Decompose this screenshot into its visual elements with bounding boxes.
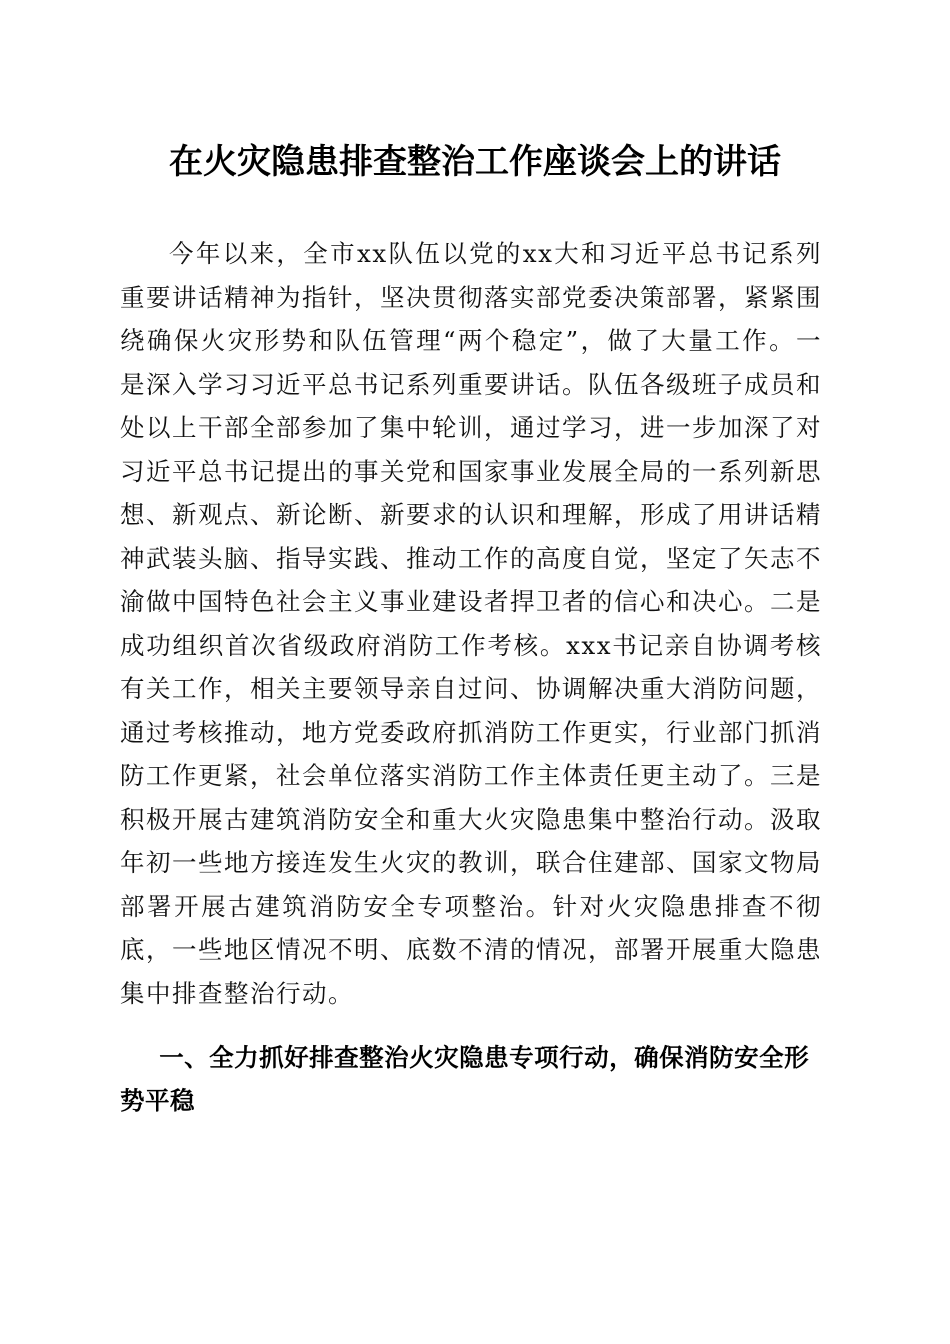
section-heading: 一、全力抓好排查整治火灾隐患专项行动，确保消防安全形势平稳 (120, 1043, 810, 1115)
body-paragraph: 今年以来，全市xx队伍以党的xx大和习近平总书记系列重要讲话精神为指针，坚决贯彻落实部党委决策部署，紧紧围绕确保火灾形势和队伍管理“两个稳定”，做了大量工作。一是深入学习习近平总书记系列重要讲话。队伍各级班子成员和处以上干部全部参加了集中轮训，通过学习，进一步加深了对习近平总书记提出的事关党和国家事业发展全局的一系列新思想、新观点、新论断、新要求的认识和理解，形成了用讲话精神武装头脑、指导实践、推动工作的高度自觉，坚定了矢志不渝做中国特色社会主义事业建设者捍卫者的信心和决心。二是成功组织首次省级政府消防工作考核。xxx书记亲自协调考核有关工作，相关主要领导亲自过问、协调解决重大消防问题，通过考核推动，地方党委政府抓消防工作更实，行业部门抓消防工作更紧，社会单位落实消防工作主体责任更主动了。三是积极开展古建筑消防安全和重大火灾隐患集中整治行动。汲取年初一些地方接连发生火灾的教训，联合住建部、国家文物局部署开展古建筑消防安全专项整治。针对火灾隐患排查不彻底，一些地区情况不明、底数不清的情况，部署开展重大隐患集中排查整治行动。 (120, 239, 822, 1008)
document-title: 在火灾隐患排查整治工作座谈会上的讲话 (169, 142, 781, 182)
